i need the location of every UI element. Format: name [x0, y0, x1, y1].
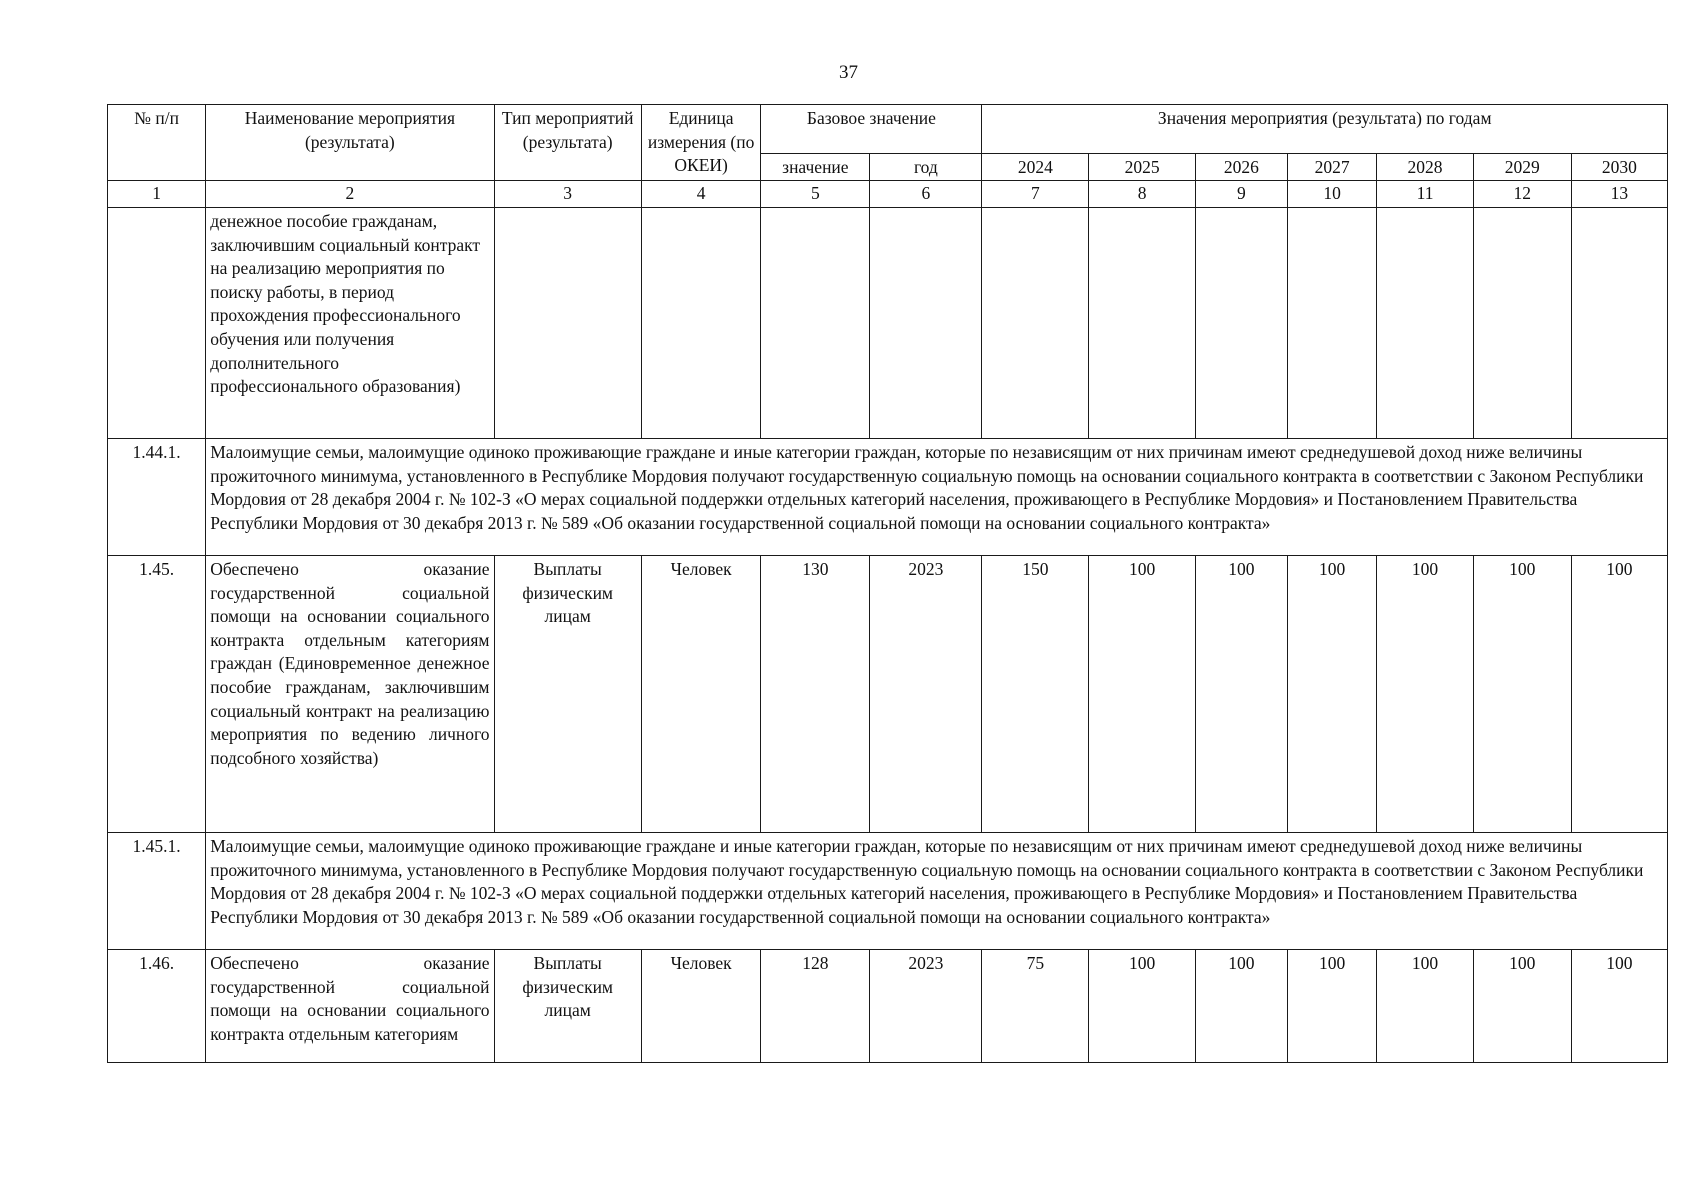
- cell-empty: [1377, 208, 1473, 439]
- measure-type: Выплаты физическим лицам: [494, 950, 641, 1063]
- column-number: 11: [1377, 181, 1473, 208]
- column-number: 12: [1473, 181, 1571, 208]
- header-base: Базовое значение: [761, 105, 982, 154]
- year-value: 100: [1195, 950, 1287, 1063]
- year-value: 100: [1287, 556, 1377, 833]
- column-number: 8: [1089, 181, 1196, 208]
- header-year: 2028: [1377, 154, 1473, 181]
- measures-table: [107, 104, 1668, 1063]
- row-number: 1.46.: [108, 950, 206, 1063]
- column-number: 1: [108, 181, 206, 208]
- column-number: 2: [206, 181, 494, 208]
- table-row-1-44-1: [108, 439, 1668, 556]
- base-year: 2023: [870, 950, 982, 1063]
- table-row-1-45: [108, 556, 1668, 833]
- cell-empty: [1089, 208, 1196, 439]
- measure-unit: Человек: [641, 556, 761, 833]
- cell-empty: [982, 208, 1089, 439]
- measure-unit: Человек: [641, 950, 761, 1063]
- column-number: 6: [870, 181, 982, 208]
- cell-empty: [1287, 208, 1377, 439]
- measure-name: Обеспечено оказание государственной социальной помощи на основании социального контракта отдельным категориям граждан (Единовременное денежное пособие гражданам, заключившим социальный контракт на реализацию мероприятия по ведению личного подсобного хозяйства): [206, 556, 494, 833]
- header-year: 2026: [1195, 154, 1287, 181]
- base-year: 2023: [870, 556, 982, 833]
- cell-empty: [870, 208, 982, 439]
- year-value: 100: [1571, 556, 1667, 833]
- year-value: 100: [1089, 556, 1196, 833]
- table-row-1-46: [108, 950, 1668, 1063]
- base-value: 128: [761, 950, 870, 1063]
- row-number: 1.44.1.: [108, 439, 206, 556]
- cell-empty: [1195, 208, 1287, 439]
- cell-empty: [761, 208, 870, 439]
- column-numbers-row: [108, 181, 1668, 208]
- table-row-1-45-1: [108, 833, 1668, 950]
- column-number: 7: [982, 181, 1089, 208]
- row-number: 1.45.: [108, 556, 206, 833]
- header-years: Значения мероприятия (результата) по годам: [982, 105, 1668, 154]
- cell-empty: [641, 208, 761, 439]
- year-value: 100: [1089, 950, 1196, 1063]
- year-value: 100: [1473, 950, 1571, 1063]
- measure-name: денежное пособие гражданам, заключившим социальный контракт на реализацию мероприятия по поиску работы, в период прохождения профессионального обучения или получения дополнительного профессионального образования): [206, 208, 494, 439]
- row-number: 1.45.1.: [108, 833, 206, 950]
- cell-empty: [108, 208, 206, 439]
- header-year: 2024: [982, 154, 1089, 181]
- year-value: 100: [1473, 556, 1571, 833]
- header-unit: Единица измерения (по ОКЕИ): [641, 105, 761, 181]
- year-value: 100: [1571, 950, 1667, 1063]
- cell-empty: [1473, 208, 1571, 439]
- column-number: 4: [641, 181, 761, 208]
- result-description: Малоимущие семьи, малоимущие одиноко проживающие граждане и иные категории граждан, которые по независящим от них причинам имеют среднедушевой доход ниже величины прожиточного минимума, установленного в Республике Мордовия получают государственную социальную помощь на основании социального контракта в соответствии с Законом Республики Мордовия от 28 декабря 2004 г. № 102-З «О мерах социальной поддержки отдельных категорий населения, проживающего в Республике Мордовия» и Постановлением Правительства Республики Мордовия от 30 декабря 2013 г. № 589 «Об оказании государственной социальной помощи на основании социального контракта»: [206, 439, 1668, 556]
- header-num: № п/п: [108, 105, 206, 181]
- header-row-1: [108, 105, 1668, 154]
- header-year: 2027: [1287, 154, 1377, 181]
- header-year: 2029: [1473, 154, 1571, 181]
- column-number: 10: [1287, 181, 1377, 208]
- column-number: 9: [1195, 181, 1287, 208]
- column-number: 3: [494, 181, 641, 208]
- year-value: 75: [982, 950, 1089, 1063]
- result-description: Малоимущие семьи, малоимущие одиноко проживающие граждане и иные категории граждан, которые по независящим от них причинам имеют среднедушевой доход ниже величины прожиточного минимума, установленного в Республике Мордовия получают государственную социальную помощь на основании социального контракта в соответствии с Законом Республики Мордовия от 28 декабря 2004 г. № 102-З «О мерах социальной поддержки отдельных категорий населения, проживающего в Республике Мордовия» и Постановлением Правительства Республики Мордовия от 30 декабря 2013 г. № 589 «Об оказании государственной социальной помощи на основании социального контракта»: [206, 833, 1668, 950]
- column-number: 13: [1571, 181, 1667, 208]
- header-base-value: значение: [761, 154, 870, 181]
- header-name: Наименование мероприятия (результата): [206, 105, 494, 181]
- base-value: 130: [761, 556, 870, 833]
- header-year: 2030: [1571, 154, 1667, 181]
- header-year: 2025: [1089, 154, 1196, 181]
- year-value: 100: [1287, 950, 1377, 1063]
- year-value: 100: [1195, 556, 1287, 833]
- column-number: 5: [761, 181, 870, 208]
- cell-empty: [494, 208, 641, 439]
- table-row-continuation: [108, 208, 1668, 439]
- measure-type: Выплаты физическим лицам: [494, 556, 641, 833]
- measure-name: Обеспечено оказание государственной социальной помощи на основании социального контракта отдельным категориям: [206, 950, 494, 1063]
- cell-empty: [1571, 208, 1667, 439]
- year-value: 150: [982, 556, 1089, 833]
- page-number: 37: [839, 62, 858, 83]
- header-type: Тип мероприятий (результата): [494, 105, 641, 181]
- header-base-year: год: [870, 154, 982, 181]
- year-value: 100: [1377, 950, 1473, 1063]
- year-value: 100: [1377, 556, 1473, 833]
